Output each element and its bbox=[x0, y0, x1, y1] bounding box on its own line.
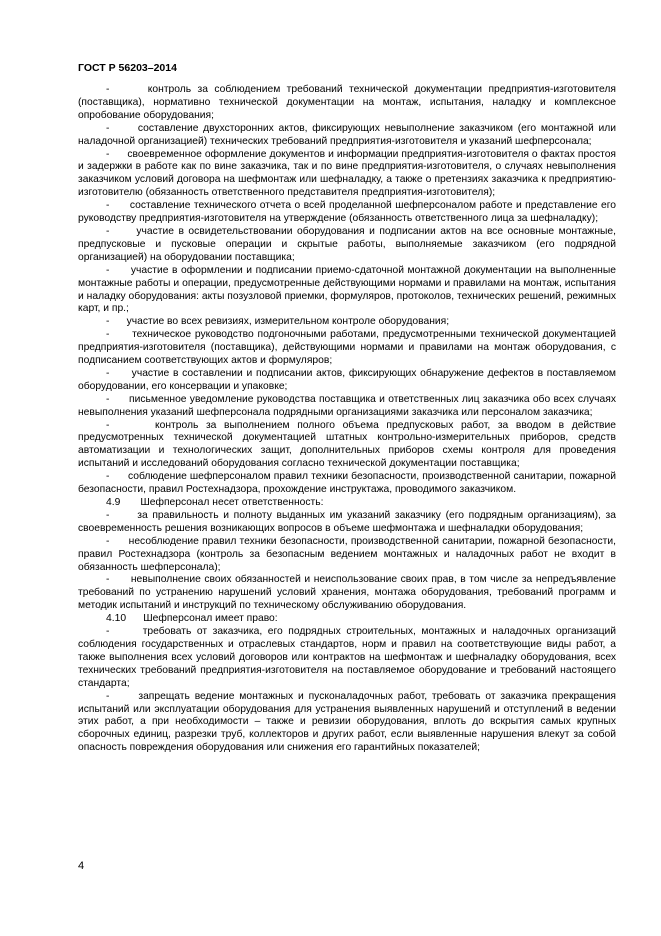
paragraph: - несоблюдение правил техники безопасности, производственной санитарии, пожарной безопасности, правил Ростехнадзора (контроль за безопасным ведением монтажных и наладочных работ не входит в обязанность шефперсонала); bbox=[78, 535, 616, 573]
paragraph: - техническое руководство подгоночными работами, предусмотренными технической документацией предприятия-изготовителя (поставщика), действующими нормами и правилами на монтаж оборудования, с подписанием соответствующих актов и формуляров; bbox=[78, 329, 616, 367]
document-code-header: ГОСТ Р 56203–2014 bbox=[78, 62, 177, 74]
paragraph: - невыполнение своих обязанностей и неиспользование своих прав, в том числе за непредъявление требований по устранению нарушений условий хранения, монтажа оборудования, требований программ и методик испытаний и инструкций по техническому обслуживанию оборудования. bbox=[78, 574, 616, 612]
document-body bbox=[78, 84, 616, 755]
paragraph: - участие в освидетельствовании оборудования и подписании актов на все основные монтажные, предпусковые и пусковые операции и скрытые работы, выполняемые заказчиком (его подрядной организацией) на оборудовании поставщика; bbox=[78, 225, 616, 263]
paragraph: - участие во всех ревизиях, измерительном контроле оборудования; bbox=[106, 316, 450, 328]
section-heading-4-10: 4.10 Шефперсонал имеет право: bbox=[106, 613, 278, 625]
paragraph: - составление технического отчета о всей проделанной шефперсоналом работе и представление его руководству предприятия-изготовителя на утверждение (обязанность ответственного лица за шефналадку); bbox=[78, 200, 616, 225]
paragraph: - контроль за выполнением полного объема предпусковых работ, за вводом в действие предусмотренных технической документацией штатных контрольно-измерительных приборов, средств автоматизации и технологических защит, дополнительных приборов схемы контроля для проведения испытаний и исследований оборудования согласно технической документации поставщика; bbox=[78, 419, 616, 470]
paragraph: - требовать от заказчика, его подрядных строительных, монтажных и наладочных организаций соблюдения государственных и отраслевых стандартов, норм и правил на соответствующие виды работ, а также выполнения всех условий договоров или контрактов на шефмонтаж и шефналадку оборудования, всех технических требований предприятия-изготовителя на поставляемое оборудование и требований настоящего стандарта; bbox=[78, 626, 616, 689]
paragraph: - соблюдение шефперсоналом правил техники безопасности, производственной санитарии, пожарной безопасности, правил Ростехнадзора, прохождение инструктажа, проводимого заказчиком. bbox=[78, 471, 616, 496]
paragraph: - составление двухсторонних актов, фиксирующих невыполнение заказчиком (его монтажной или наладочной организацией) технических требований предприятия-изготовителя и указаний шефперсонала; bbox=[78, 122, 616, 147]
paragraph: - участие в оформлении и подписании приемо-сдаточной монтажной документации на выполненные монтажные работы и операции, предусмотренные действующими нормами и правилами на монтаж, испытания и наладку оборудования: акты позузловой приемки, формуляров, протоколов, технических решений, режимных карт, и пр.; bbox=[78, 264, 616, 315]
paragraph: - участие в составлении и подписании актов, фиксирующих обнаружение дефектов в поставляемом оборудовании, его консервации и упаковке; bbox=[78, 367, 616, 392]
section-heading-4-9: 4.9 Шефперсонал несет ответственность: bbox=[106, 497, 324, 508]
paragraph: - письменное уведомление руководства поставщика и ответственных лиц заказчика обо всех случаях невыполнения указаний шефперсонала подрядными организациями заказчика или персоналом заказчика; bbox=[78, 393, 616, 418]
paragraph: - контроль за соблюдением требований технической документации предприятия-изготовителя (поставщика), нормативно технической документации на монтаж, испытания, наладку и комплексное опробование оборудования; bbox=[78, 84, 616, 121]
paragraph: - за правильность и полноту выданных им указаний заказчику (его подрядным организациям), за своевременность решения возникающих вопросов в объеме шефмонтажа и шефналадки оборудования; bbox=[78, 509, 616, 534]
paragraph: - своевременное оформление документов и информации предприятия-изготовителя о фактах простоя и задержки в работе как по вине заказчика, так и по вине предприятия-изготовителя, о случаях невыполнения заказчиком условий договора на шефмонтаж или шефналадку, а также о претензиях заказчика к предприятию-изготовителю (обязанность ответственного представителя предприятия-изготовителя); bbox=[78, 148, 616, 199]
page-number: 4 bbox=[78, 860, 85, 872]
paragraph: - запрещать ведение монтажных и пусконаладочных работ, требовать от заказчика прекращения испытаний или эксплуатации оборудования для устранения выявленных нарушений и отступлений в ведении этих работ, а при необходимости – также и ревизии оборудования, вплоть до вскрытия самых крупных сборочных единиц, разрезки труб, коллекторов и других работ, если выявленные нарушения влекут за собой опасность повреждения оборудования или снижения его гарантийных показателей; bbox=[78, 690, 616, 754]
